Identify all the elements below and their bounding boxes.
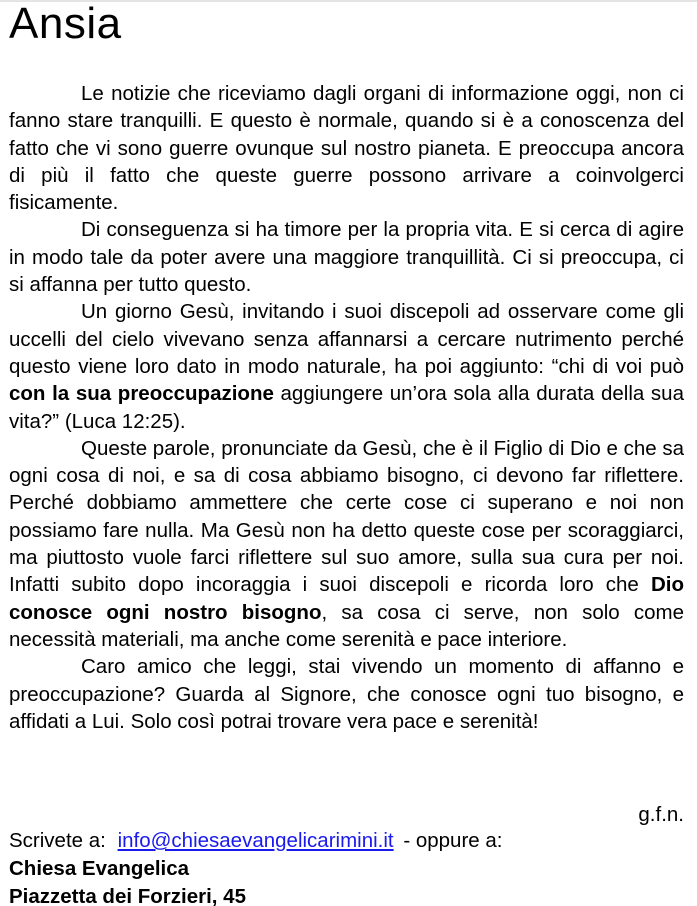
article-paragraph	[9, 435, 684, 653]
paragraph-text: aggiungere un’ora sola alla durata della sua vita?” (Luca 12:25).	[9, 382, 684, 433]
article-body	[9, 80, 684, 735]
email-link[interactable]: info@chiesaevangelicarimini.it	[117, 829, 394, 852]
paragraph-text: Caro amico che leggi, stai vivendo un momento di affanno e preoccupazione? Guarda al Signore, che conosce ogni tuo bisogno, e affidati a Lui. Solo così potrai trovare vera pace e serenità!	[9, 655, 684, 733]
article-paragraph	[9, 653, 684, 735]
article-paragraph	[9, 80, 684, 216]
contact-line	[9, 827, 502, 855]
emphasis-text: Dio conosce ogni nostro bisogno	[9, 573, 684, 624]
article-title: Ansia	[9, 0, 122, 48]
organization-address: Piazzetta dei Forzieri, 45	[9, 885, 246, 906]
contact-suffix: - oppure a:	[403, 829, 503, 852]
paragraph-text: Queste parole, pronunciate da Gesù, che è il Figlio di Dio e che sa ogni cosa di noi, e sa di cosa abbiamo bisogno, ci devono far riflettere. Perché dobbiamo ammettere che certe cose ci superano e noi non possiamo fare nulla. Ma Gesù non ha detto queste cose per scoraggiarci, ma piuttosto vuole farci riflettere sul suo amore, sulla sua cura per noi. Infatti subito dopo incoraggia i suoi discepoli e ricorda loro che	[9, 436, 684, 597]
contact-prefix: Scrivete a:	[9, 829, 106, 852]
article-paragraph	[9, 298, 684, 434]
organization-name: Chiesa Evangelica	[9, 857, 190, 880]
paragraph-text: , sa cosa ci serve, non solo come necessità materiali, ma anche come serenità e pace interiore.	[9, 600, 685, 651]
article-paragraph	[9, 216, 684, 298]
author-signature: g.f.n.	[638, 803, 684, 826]
emphasis-text: con la sua preoccupazione	[9, 382, 274, 406]
contact-footer	[9, 827, 502, 906]
paragraph-text: Di conseguenza si ha timore per la propria vita. E si cerca di agire in modo tale da poter avere una maggiore tranquillità. Ci si preoccupa, ci si affanna per tutto questo.	[9, 218, 684, 297]
paragraph-text: Le notizie che riceviamo dagli organi di informazione oggi, non ci fanno stare tranquilli. E questo è normale, quando si è a conoscenza del fatto che vi sono guerre ovunque sul nostro pianeta. E preoccupa ancora di più il fatto che queste guerre possono arrivare a coinvolgerci fisicamente.	[9, 82, 684, 215]
paragraph-text: Un giorno Gesù, invitando i suoi discepoli ad osservare come gli uccelli del cielo vivevano senza affannarsi a cercare nutrimento perché questo viene loro dato in modo naturale, ha poi aggiunto: “chi di voi può	[9, 300, 684, 378]
